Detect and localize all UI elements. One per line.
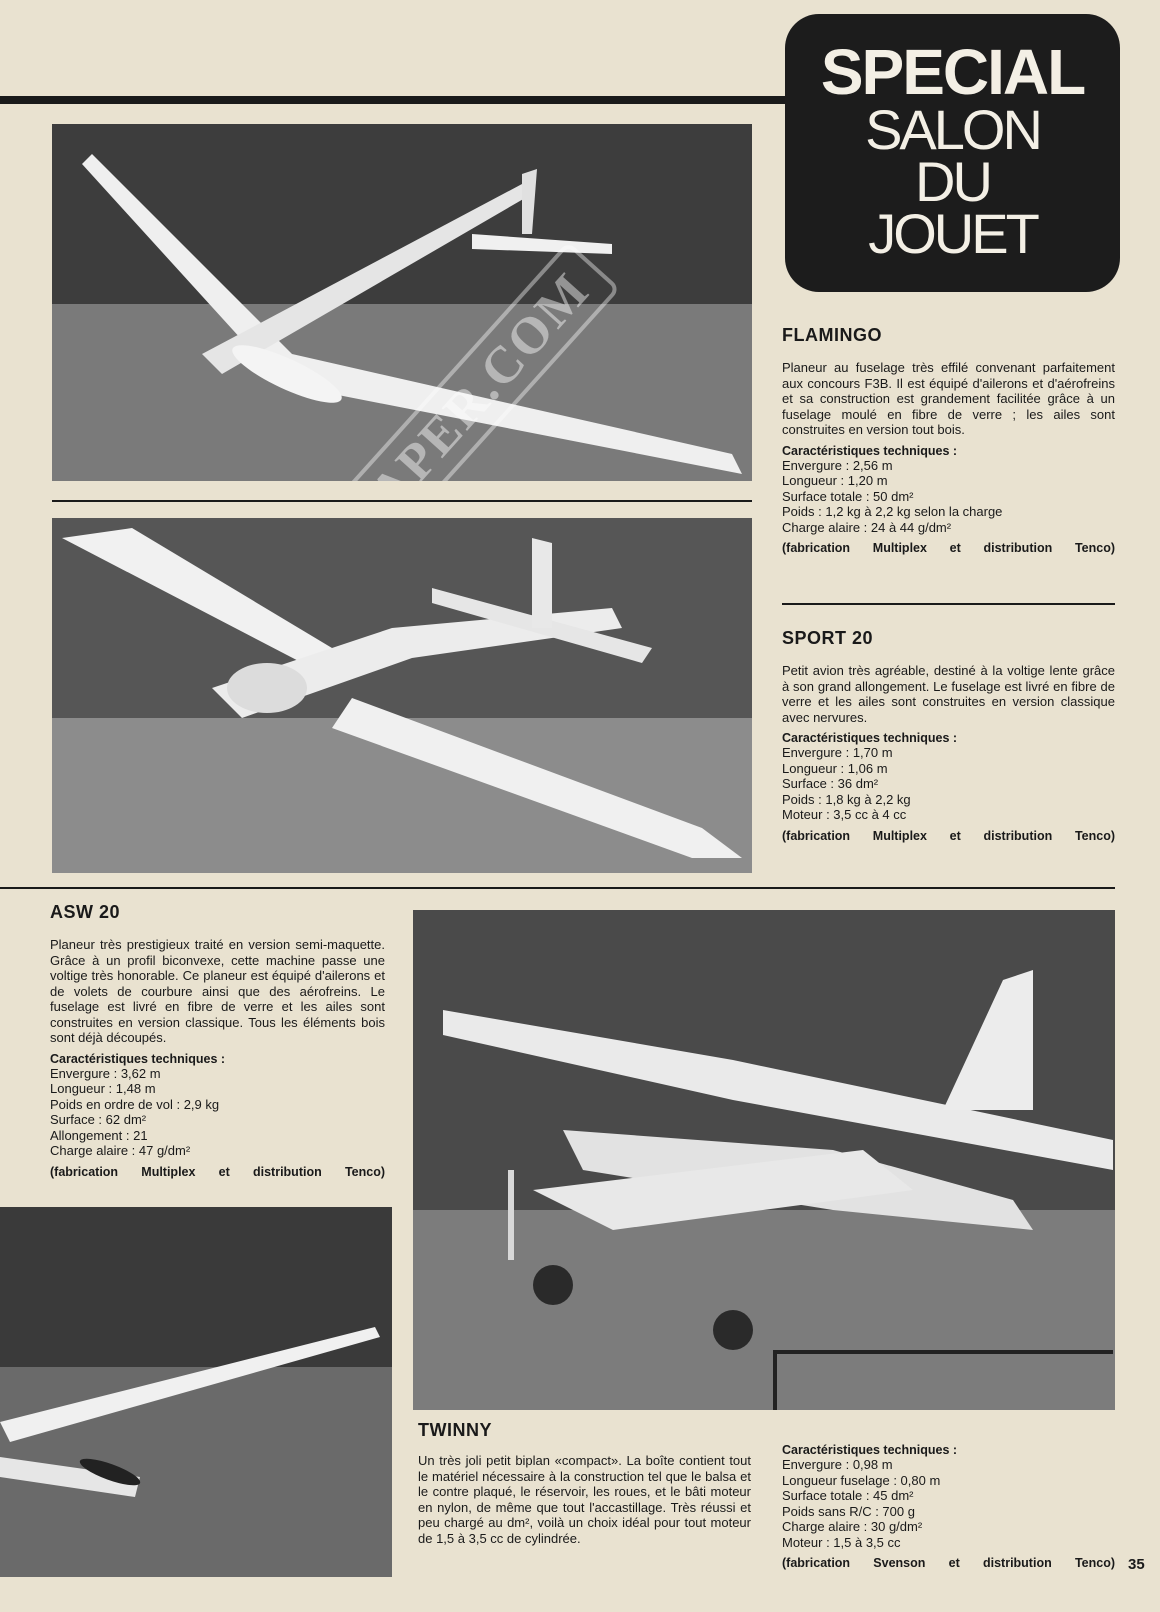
asw20-body: Planeur très prestigieux traité en version semi-maquette. Grâce à un profil biconvexe, cette machine passe une voltige très honorable. Ce planeur est équipé d'ailerons et de volets de courbure ainsi que des aérofreins. Le fuselage est livré en fibre de verre et les ailes sont construites en version classique. Tous les éléments bois sont déjà découpés.	[50, 937, 385, 1045]
flamingo-credit: (fabrication Multiplex et distribution Tenco)	[782, 541, 1115, 555]
sport20-spec-head: Caractéristiques techniques :	[782, 731, 958, 745]
twinny-spec-line: Surface totale : 45 dm²	[782, 1488, 914, 1503]
asw20-section	[50, 902, 385, 1179]
badge-line-jouet: JOUET	[868, 202, 1037, 265]
twinny-title: TWINNY	[418, 1420, 492, 1440]
twinny-spec-line: Envergure : 0,98 m	[782, 1457, 893, 1472]
twinny-specs	[782, 1443, 1115, 1570]
sport20-body: Petit avion très agréable, destiné à la voltige lente grâce à son grand allongement. Le fuselage est livré en fibre de verre et les ailes sont construites en version classique avec nervures.	[782, 663, 1115, 725]
twinny-spec-line: Poids sans R/C : 700 g	[782, 1503, 915, 1519]
asw20-spec-line: Longueur : 1,48 m	[50, 1081, 156, 1096]
twinny-body: Un très joli petit biplan «compact». La boîte contient tout le matériel nécessaire à la construction tel que le balsa et le contre plaqué, le réservoir, les roues, et le bâti moteur en nylon, de même que tout l'accastillage. Très réussi et peu chargé au dm², voilà un choix idéal pour tout moteur de 1,5 à 3,5 cc de cylindrée.	[418, 1453, 751, 1546]
asw20-spec-line: Envergure : 3,62 m	[50, 1065, 161, 1081]
divider-flamingo	[52, 500, 752, 502]
twinny-credit: (fabrication Svenson et distribution Tenco)	[782, 1556, 1115, 1570]
sport20-spec-line: Poids : 1,8 kg à 2,2 kg	[782, 791, 911, 807]
divider-right-1	[782, 603, 1115, 605]
sport20-spec-line: Envergure : 1,70 m	[782, 745, 893, 760]
asw20-spec-line: Surface : 62 dm²	[50, 1112, 147, 1127]
flamingo-spec-line: Envergure : 2,56 m	[782, 457, 893, 473]
asw20-spec-line: Poids en ordre de vol : 2,9 kg	[50, 1096, 220, 1112]
flamingo-spec-line: Charge alaire : 24 à 44 g/dm²	[782, 519, 952, 535]
sport20-photo	[52, 518, 752, 873]
sport20-spec-line: Surface : 36 dm²	[782, 776, 879, 791]
sport20-title: SPORT 20	[782, 628, 874, 648]
twinny-spec-line: Moteur : 1,5 à 3,5 cc	[782, 1534, 901, 1550]
page-number: 35	[1128, 1556, 1145, 1573]
badge-line-du: DU	[915, 150, 990, 213]
flamingo-body: Planeur au fuselage très effilé convenant parfaitement aux concours F3B. Il est équipé d'ailerons et d'aérofreins et sa construction est grandement facilitée grâce à un fuselage moulé en fibre de verre ; les ailes sont construites en version tout bois.	[782, 360, 1115, 437]
flamingo-spec-line: Longueur : 1,20 m	[782, 473, 888, 488]
twinny-section	[418, 1420, 751, 1546]
sport20-spec-line: Moteur : 3,5 cc à 4 cc	[782, 807, 907, 822]
sport20-credit: (fabrication Multiplex et distribution Tenco)	[782, 828, 1115, 843]
twinny-photo	[413, 910, 1115, 1410]
badge-line-special: SPECIAL	[820, 36, 1085, 108]
top-rule	[0, 96, 790, 104]
special-salon-badge	[785, 14, 1120, 292]
sport20-section	[782, 628, 1115, 843]
twinny-spec-line: Longueur fuselage : 0,80 m	[782, 1472, 941, 1488]
asw20-photo	[0, 1207, 392, 1577]
twinny-spec-head: Caractéristiques techniques :	[782, 1443, 958, 1457]
flamingo-spec-line: Poids : 1,2 kg à 2,2 kg selon la charge	[782, 504, 1003, 519]
sport20-spec-line: Longueur : 1,06 m	[782, 760, 888, 776]
flamingo-spec-head: Caractéristiques techniques :	[782, 443, 958, 458]
asw20-credit: (fabrication Multiplex et distribution Tenco)	[50, 1164, 385, 1179]
asw20-spec-head: Caractéristiques techniques :	[50, 1051, 226, 1066]
flamingo-photo	[52, 124, 752, 481]
badge-line-salon: SALON	[865, 98, 1040, 161]
flamingo-title: FLAMINGO	[782, 325, 882, 345]
divider-middle	[0, 887, 1115, 889]
asw20-spec-line: Charge alaire : 47 g/dm²	[50, 1143, 191, 1158]
asw20-spec-line: Allongement : 21	[50, 1127, 148, 1143]
asw20-title: ASW 20	[50, 902, 121, 922]
flamingo-spec-line: Surface totale : 50 dm²	[782, 488, 914, 504]
twinny-spec-line: Charge alaire : 30 g/dm²	[782, 1519, 923, 1534]
flamingo-section	[782, 325, 1115, 555]
